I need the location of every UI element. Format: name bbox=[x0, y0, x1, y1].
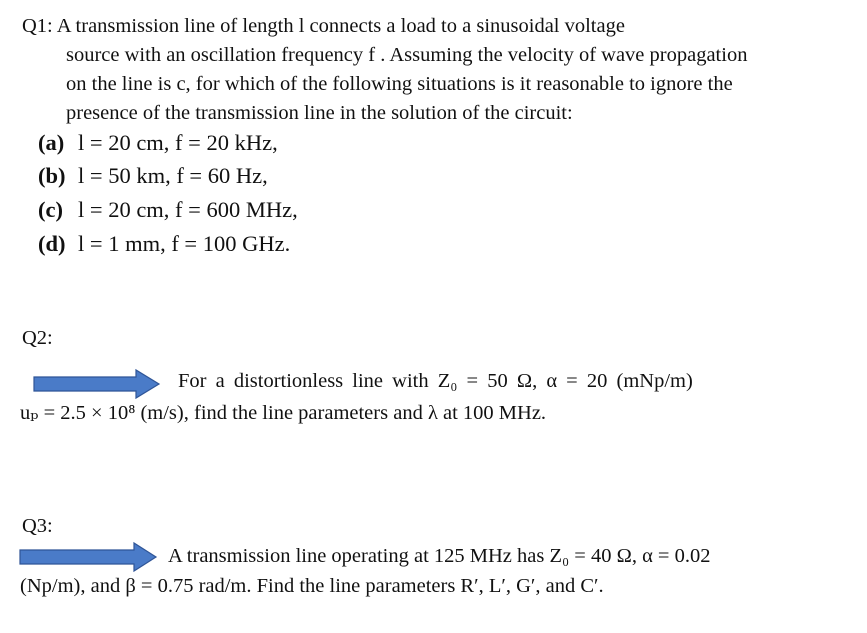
q1-option-b bbox=[38, 161, 268, 191]
q2-line-2: uₚ = 2.5 × 10⁸ (m/s), find the line parameters and λ at 100 MHz. bbox=[20, 402, 547, 424]
option-label: (b) bbox=[38, 163, 66, 188]
q1-line-2: source with an oscillation frequency f . Assuming the velocity of wave propagation bbox=[66, 44, 748, 66]
q1-option-d bbox=[38, 229, 290, 259]
q3-line-2: (Np/m), and β = 0.75 rad/m. Find the line parameters R′, L′, G′, and C′. bbox=[20, 575, 604, 597]
q3-label: Q3: bbox=[22, 515, 53, 537]
option-text: l = 20 cm, f = 600 MHz, bbox=[78, 197, 298, 222]
q3-arrow-icon bbox=[18, 541, 158, 573]
option-label: (c) bbox=[38, 197, 63, 222]
q2-line-1: For a distortionless line with Z₀ = 50 Ω, α = 20 (mNp/m) bbox=[178, 370, 693, 392]
q1-option-a bbox=[38, 128, 278, 158]
option-text: l = 20 cm, f = 20 kHz, bbox=[78, 130, 278, 155]
q1-line-3: on the line is c, for which of the following situations is it reasonable to ignore the bbox=[66, 73, 733, 95]
q1-line-4: presence of the transmission line in the solution of the circuit: bbox=[66, 102, 573, 124]
option-label: (a) bbox=[38, 130, 65, 155]
q2-arrow-icon bbox=[32, 368, 162, 400]
option-text: l = 50 km, f = 60 Hz, bbox=[78, 163, 268, 188]
q1-option-c bbox=[38, 195, 298, 225]
q3-line-1: A transmission line operating at 125 MHz has Z₀ = 40 Ω, α = 0.02 bbox=[168, 545, 711, 567]
option-text: l = 1 mm, f = 100 GHz. bbox=[78, 231, 291, 256]
q1-line-1: Q1: A transmission line of length l connects a load to a sinusoidal voltage bbox=[22, 15, 625, 37]
option-label: (d) bbox=[38, 231, 66, 256]
q2-label: Q2: bbox=[22, 327, 53, 349]
